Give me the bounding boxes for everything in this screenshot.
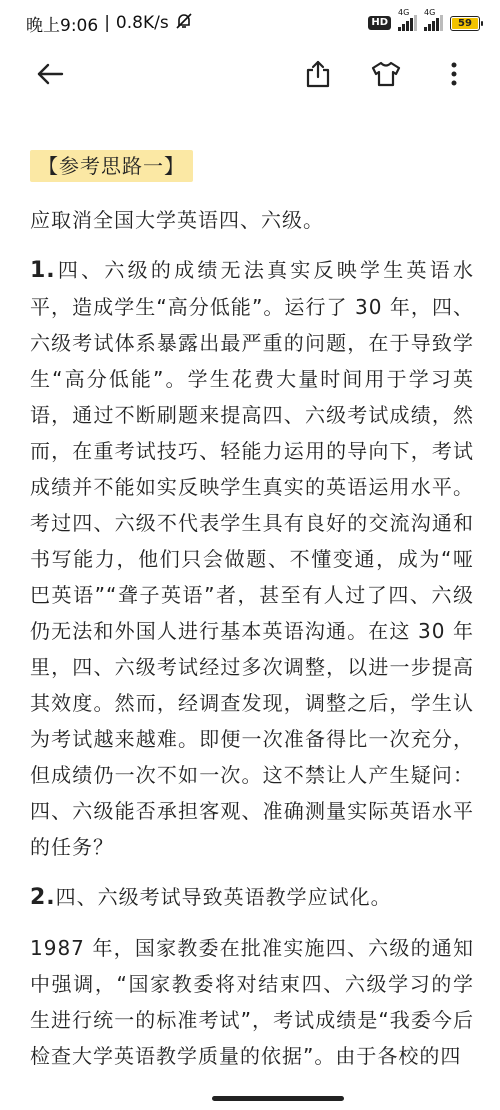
network-label-1: 4G (398, 8, 410, 17)
status-divider: | (104, 13, 110, 33)
status-left (26, 11, 193, 36)
top-toolbar (0, 46, 500, 102)
hd-badge: HD (368, 16, 391, 30)
tshirt-icon[interactable] (368, 56, 404, 92)
battery-level: 59 (452, 18, 478, 29)
paragraph-3: 1987 年，国家教委在批准实施四、六级的通知中强调，“国家教委将对结束四、六级学习的学生进行统一的标准考试”，考试成绩是“我委今后检查大学英语教学质量的依据”。由于各校的四 (30, 936, 474, 1068)
text-underline-mark (212, 1096, 344, 1101)
back-arrow-icon[interactable] (32, 56, 68, 92)
point-2-paragraph (30, 879, 474, 916)
point-1-paragraph (30, 252, 474, 865)
point-2-text: 四、六级考试导致英语教学应试化。 (55, 885, 392, 909)
status-right (368, 8, 480, 31)
point-2-number: 2. (30, 885, 56, 910)
status-bar (0, 0, 500, 46)
status-time: 晚上9:06 (26, 15, 99, 36)
signal-icon-1 (398, 8, 417, 31)
share-icon[interactable] (300, 56, 336, 92)
intro-paragraph: 应取消全国大学英语四、六级。 (30, 208, 324, 232)
mute-bell-icon (175, 12, 193, 35)
point-1-text: 四、六级的成绩无法真实反映学生英语水平，造成学生“高分低能”。运行了 30 年，四、六级考试体系暴露出最严重的问题，在于导致学生“高分低能”。学生花费大量时间用于学习英语，通过不断刷题来提高四、六级考试成绩，然而，在重考试技巧、轻能力运用的导向下，考试成绩并不能如实反映学生真实的英语运用水平。考过四、六级不代表学生具有良好的交流沟通和书写能力，他们只会做题、不懂变通，成为“哑巴英语”“聋子英语”者，甚至有人过了四、六级仍无法和外国人进行基本英语沟通。在这 30 年里，四、六级考试经过多次调整，以进一步提高其效度。然而，经调查发现，调整之后，学生认为考试越来越难。即便一次准备得比一次充分，但成绩仍一次不如一次。这不禁让人产生疑问：四、六级能否承担客观、准确测量实际英语水平的任务？ (30, 258, 474, 859)
point-1-number: 1. (30, 258, 56, 283)
network-label-2: 4G (424, 8, 436, 17)
signal-icon-2 (424, 8, 443, 31)
article-content (30, 148, 474, 1074)
section-heading: 【参考思路一】 (30, 150, 193, 182)
battery-icon (450, 16, 480, 31)
more-vertical-icon[interactable] (436, 56, 472, 92)
network-speed: 0.8K/s (115, 13, 169, 33)
